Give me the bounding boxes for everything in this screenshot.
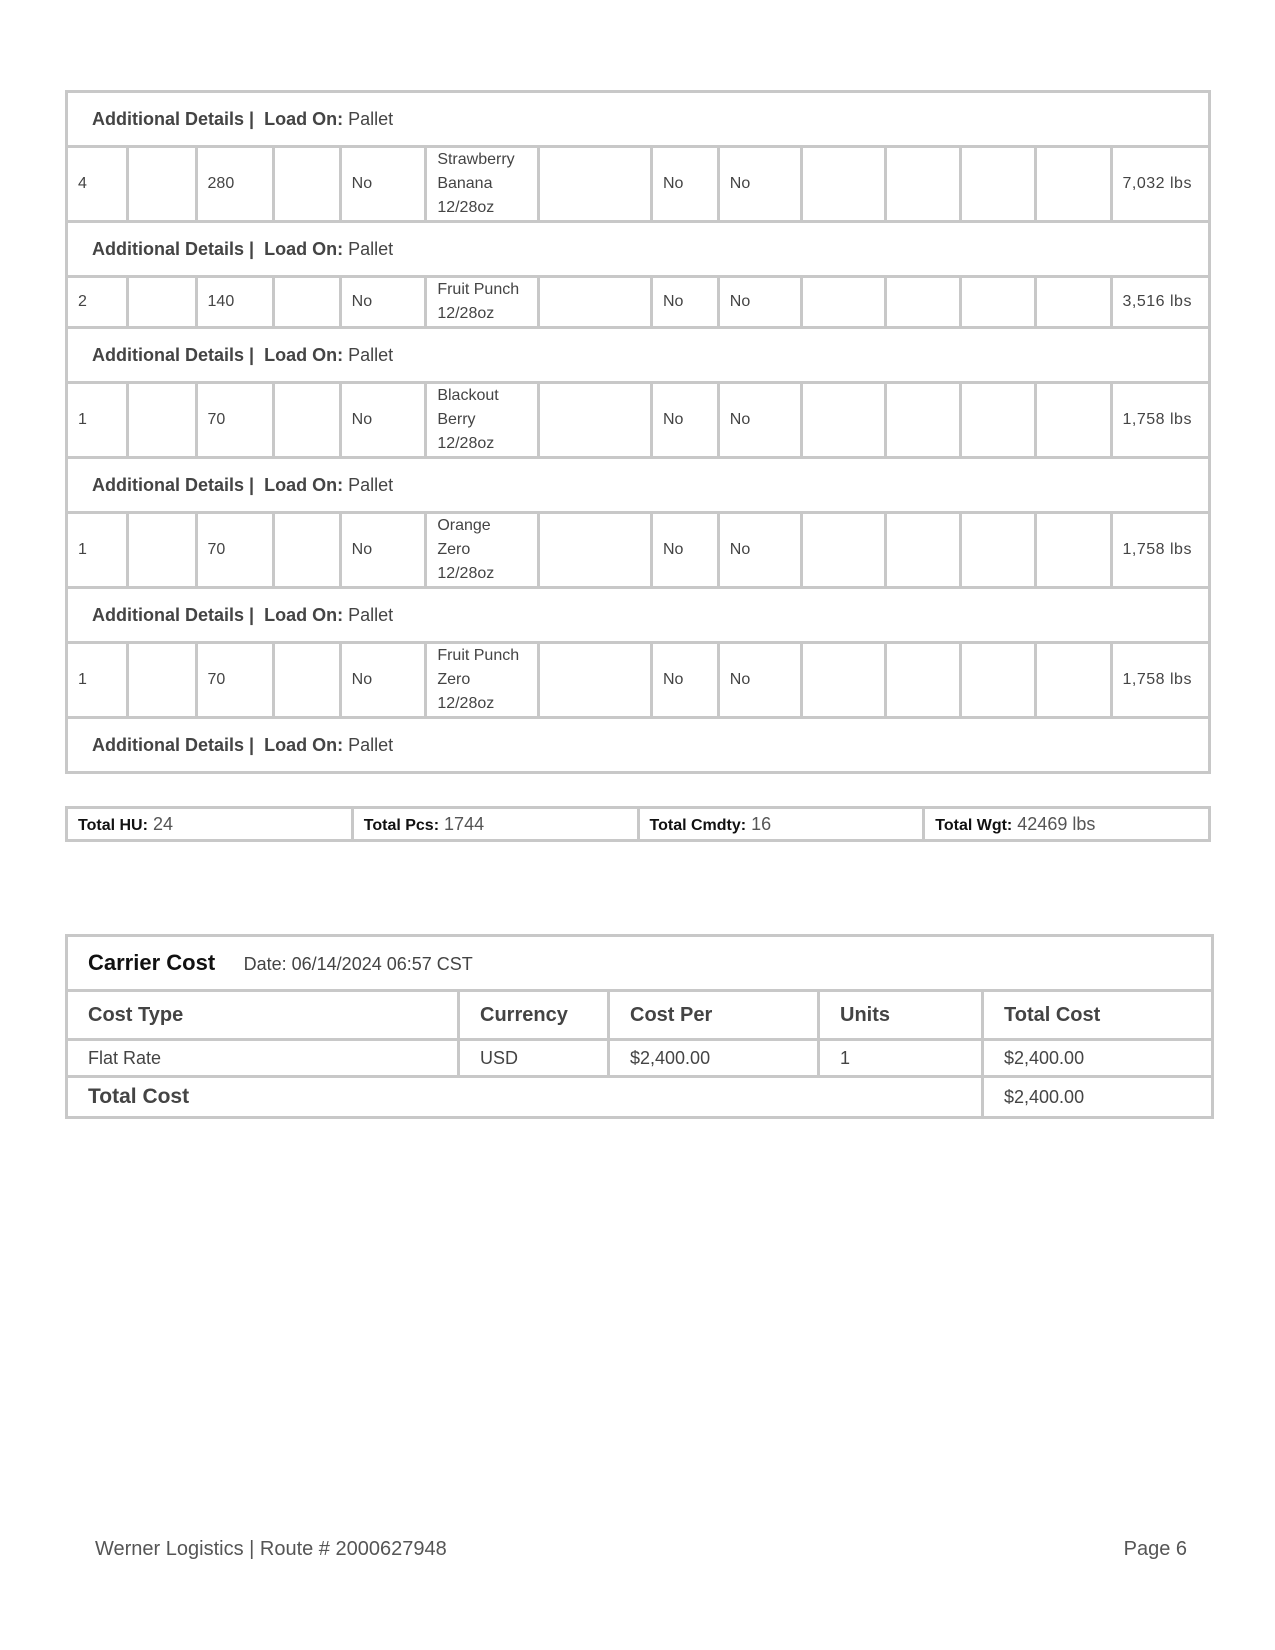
load-on-value: Pallet xyxy=(348,474,394,495)
empty-cell xyxy=(273,513,340,588)
additional-details-cell xyxy=(67,588,1210,643)
description-line: Zero xyxy=(437,541,471,558)
empty-cell xyxy=(539,643,652,718)
empty-cell xyxy=(539,383,652,458)
flag-cell: No xyxy=(718,643,802,718)
load-on-label: Load On: xyxy=(264,474,344,495)
description-line: Zero xyxy=(437,671,471,688)
total-cost-label: Total Cost xyxy=(67,1077,983,1118)
empty-cell xyxy=(961,277,1036,328)
additional-details-label: Additional Details | xyxy=(92,108,255,129)
weight-cell: 7,032 lbs xyxy=(1111,147,1209,222)
load-on-label: Load On: xyxy=(264,108,344,129)
hu-cell: 2 xyxy=(67,277,128,328)
total-pcs: Total Pcs: 1744 xyxy=(352,808,638,841)
total-wgt: Total Wgt: 42469 lbs xyxy=(924,808,1210,841)
load-on-value: Pallet xyxy=(348,734,394,755)
col-header-currency: Currency xyxy=(459,991,609,1040)
load-on-label: Load On: xyxy=(264,604,344,625)
carrier-cost-date: Date: 06/14/2024 06:57 CST xyxy=(243,954,473,974)
cost-row xyxy=(67,1040,1213,1077)
empty-cell xyxy=(273,147,340,222)
cost-per-cell: $2,400.00 xyxy=(609,1040,819,1077)
pieces-cell: 280 xyxy=(196,147,273,222)
additional-details-row xyxy=(67,458,1210,513)
flag-cell: No xyxy=(651,383,718,458)
flag-cell: No xyxy=(651,277,718,328)
empty-cell xyxy=(539,147,652,222)
additional-details-row xyxy=(67,328,1210,383)
cost-column-headers xyxy=(67,991,1213,1040)
hazmat-cell: No xyxy=(340,513,426,588)
description-cell xyxy=(426,643,539,718)
empty-cell xyxy=(885,277,960,328)
load-on-label: Load On: xyxy=(264,734,344,755)
description-cell xyxy=(426,277,539,328)
additional-details-cell xyxy=(67,328,1210,383)
description-line: Fruit Punch xyxy=(437,647,520,664)
additional-details-row xyxy=(67,92,1210,147)
empty-cell xyxy=(273,643,340,718)
commodity-row xyxy=(67,643,1210,718)
hu-cell: 1 xyxy=(67,383,128,458)
cost-type-cell: Flat Rate xyxy=(67,1040,459,1077)
hazmat-cell: No xyxy=(340,383,426,458)
empty-cell xyxy=(273,277,340,328)
empty-cell xyxy=(127,643,196,718)
empty-cell xyxy=(127,513,196,588)
pieces-cell: 70 xyxy=(196,643,273,718)
commodity-row xyxy=(67,277,1210,328)
empty-cell xyxy=(885,383,960,458)
hu-cell: 1 xyxy=(67,513,128,588)
empty-cell xyxy=(802,643,886,718)
load-on-label: Load On: xyxy=(264,344,344,365)
description-line: 12/28oz xyxy=(437,305,495,322)
col-header-cost-per: Cost Per xyxy=(609,991,819,1040)
description-cell xyxy=(426,147,539,222)
empty-cell xyxy=(1036,513,1111,588)
total-hu: Total HU: 24 xyxy=(67,808,353,841)
additional-details-cell xyxy=(67,458,1210,513)
description-line: 12/28oz xyxy=(437,565,495,582)
description-line: Banana xyxy=(437,175,493,192)
empty-cell xyxy=(539,277,652,328)
empty-cell xyxy=(961,147,1036,222)
additional-details-cell xyxy=(67,222,1210,277)
empty-cell xyxy=(885,147,960,222)
empty-cell xyxy=(1036,383,1111,458)
col-header-cost-type: Cost Type xyxy=(67,991,459,1040)
description-line: Berry xyxy=(437,411,476,428)
footer-page-number: Page 6 xyxy=(1123,1538,1187,1560)
load-on-label: Load On: xyxy=(264,238,344,259)
empty-cell xyxy=(127,383,196,458)
load-on-value: Pallet xyxy=(348,344,394,365)
empty-cell xyxy=(802,513,886,588)
weight-cell: 1,758 lbs xyxy=(1111,383,1209,458)
hazmat-cell: No xyxy=(340,147,426,222)
flag-cell: No xyxy=(651,147,718,222)
col-header-units: Units xyxy=(819,991,983,1040)
pieces-cell: 70 xyxy=(196,513,273,588)
footer-route: Werner Logistics | Route # 2000627948 xyxy=(95,1538,447,1560)
description-line: 12/28oz xyxy=(437,199,495,216)
additional-details-row xyxy=(67,718,1210,773)
empty-cell xyxy=(961,383,1036,458)
empty-cell xyxy=(885,513,960,588)
flag-cell: No xyxy=(718,277,802,328)
weight-cell: 1,758 lbs xyxy=(1111,513,1209,588)
empty-cell xyxy=(885,643,960,718)
description-line: Orange xyxy=(437,517,491,534)
cost-total-row xyxy=(67,1077,1213,1118)
commodity-row xyxy=(67,383,1210,458)
pieces-cell: 70 xyxy=(196,383,273,458)
description-line: 12/28oz xyxy=(437,695,495,712)
weight-cell: 3,516 lbs xyxy=(1111,277,1209,328)
hu-cell: 4 xyxy=(67,147,128,222)
carrier-cost-title: Carrier Cost xyxy=(88,950,216,975)
additional-details-label: Additional Details | xyxy=(92,474,255,495)
empty-cell xyxy=(1036,147,1111,222)
empty-cell xyxy=(961,643,1036,718)
description-cell xyxy=(426,513,539,588)
load-on-value: Pallet xyxy=(348,604,394,625)
description-line: Fruit Punch xyxy=(437,281,520,298)
empty-cell xyxy=(802,383,886,458)
flag-cell: No xyxy=(718,383,802,458)
currency-cell: USD xyxy=(459,1040,609,1077)
commodity-rows xyxy=(67,92,1210,773)
additional-details-label: Additional Details | xyxy=(92,604,255,625)
carrier-cost-header xyxy=(67,936,1213,991)
pieces-cell: 140 xyxy=(196,277,273,328)
load-on-value: Pallet xyxy=(348,238,394,259)
empty-cell xyxy=(961,513,1036,588)
empty-cell xyxy=(127,277,196,328)
additional-details-label: Additional Details | xyxy=(92,734,255,755)
weight-cell: 1,758 lbs xyxy=(1111,643,1209,718)
units-cell: 1 xyxy=(819,1040,983,1077)
empty-cell xyxy=(1036,643,1111,718)
total-cost-cell: $2,400.00 xyxy=(983,1040,1213,1077)
total-cmdty: Total Cmdty: 16 xyxy=(638,808,924,841)
hazmat-cell: No xyxy=(340,277,426,328)
additional-details-label: Additional Details | xyxy=(92,238,255,259)
empty-cell xyxy=(273,383,340,458)
empty-cell xyxy=(1036,277,1111,328)
flag-cell: No xyxy=(718,147,802,222)
totals-row xyxy=(65,806,1211,842)
additional-details-cell xyxy=(67,92,1210,147)
empty-cell xyxy=(539,513,652,588)
commodity-row xyxy=(67,513,1210,588)
empty-cell xyxy=(802,277,886,328)
flag-cell: No xyxy=(651,513,718,588)
additional-details-cell xyxy=(67,718,1210,773)
description-cell xyxy=(426,383,539,458)
description-line: Strawberry xyxy=(437,151,515,168)
col-header-total-cost: Total Cost xyxy=(983,991,1213,1040)
commodity-row xyxy=(67,147,1210,222)
empty-cell xyxy=(802,147,886,222)
additional-details-label: Additional Details | xyxy=(92,344,255,365)
carrier-cost-table xyxy=(65,934,1214,1119)
description-line: 12/28oz xyxy=(437,435,495,452)
additional-details-row xyxy=(67,222,1210,277)
load-on-value: Pallet xyxy=(348,108,394,129)
hu-cell: 1 xyxy=(67,643,128,718)
commodity-table xyxy=(65,90,1211,774)
empty-cell xyxy=(127,147,196,222)
additional-details-row xyxy=(67,588,1210,643)
hazmat-cell: No xyxy=(340,643,426,718)
flag-cell: No xyxy=(718,513,802,588)
flag-cell: No xyxy=(651,643,718,718)
total-cost-value: $2,400.00 xyxy=(983,1077,1213,1118)
description-line: Blackout xyxy=(437,387,499,404)
